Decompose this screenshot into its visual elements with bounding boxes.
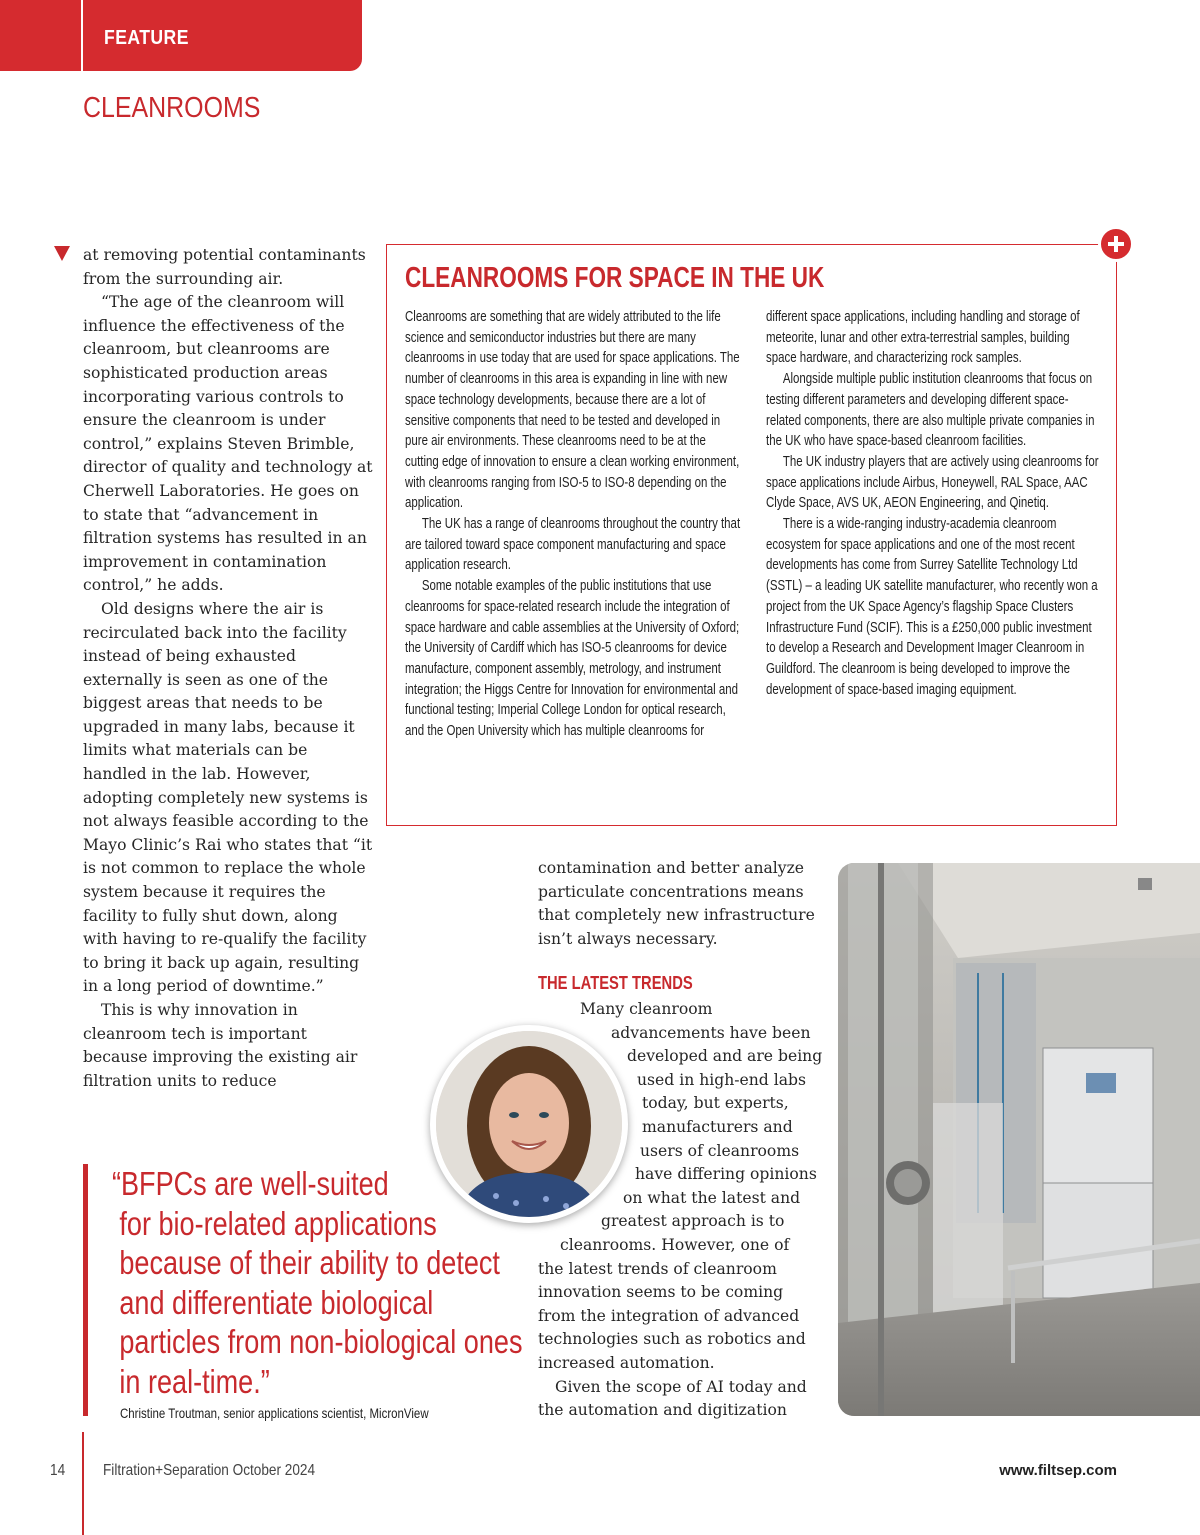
paragraph: contamination and better analyze particulate concentrations means that completely new infrastructure isn’t always necessary. [538, 859, 815, 948]
website-link[interactable]: www.filtsep.com [999, 1462, 1117, 1479]
text-line: technologies such as robotics and [538, 1330, 806, 1348]
quote-line: and differentiate biological [119, 1283, 434, 1321]
sidebar-column-left [405, 307, 742, 742]
subheading: THE LATEST TRENDS [538, 973, 693, 993]
cleanroom-illustration [838, 863, 1200, 1416]
text-line: Many cleanroom [580, 1000, 713, 1018]
feature-label: FEATURE [104, 27, 189, 49]
quote-attribution: Christine Troutman, senior applications scientist, MicronView [120, 1405, 429, 1421]
feature-tab [0, 0, 362, 71]
pull-quote [112, 1164, 523, 1402]
text-line: greatest approach is to [601, 1212, 785, 1230]
sidebar-title: CLEANROOMS FOR SPACE IN THE UK [405, 262, 825, 294]
text-line: the latest trends of cleanroom [538, 1260, 777, 1278]
text-line: innovation seems to be coming [538, 1283, 784, 1301]
article-column-1 [83, 244, 373, 1093]
text-line: cleanrooms. However, one of [560, 1236, 790, 1254]
quote-line: “BFPCs are well-suited [112, 1165, 389, 1202]
sidebar-paragraph: The UK has a range of cleanrooms throughout the country that are tailored toward space component manufacturing and space application research. [405, 515, 741, 574]
text-line: used in high-end labs [637, 1071, 807, 1089]
quote-line: for bio-related applications [119, 1204, 437, 1242]
tab-divider [81, 0, 83, 71]
text-line: the automation and digitization [538, 1401, 787, 1419]
page-number: 14 [50, 1462, 66, 1479]
text-line: developed and are being [627, 1047, 823, 1065]
sidebar-paragraph: different space applications, including handling and storage of meteorite, lunar and other extra-terrestrial samples, building space hardware, and characterizing rock samples. [766, 308, 1080, 367]
sidebar-paragraph: Cleanrooms are something that are widely attributed to the life science and semiconductor industries but there are many cleanrooms in use today that are used for space applications. The number of cleanrooms in this area is expanding in line with new space technology developments, because there are a lot of sensitive components that need to be tested and developed in pure air environments. These cleanrooms need to be at the cutting edge of innovation to ensure a clean working environment, with cleanrooms ranging from ISO-5 to ISO-8 depending on the application. [405, 308, 740, 512]
sidebar-paragraph: There is a wide-ranging industry-academia cleanroom ecosystem for space applications and one of the most recent developments has come from Surrey Satellite Technology Ltd (SSTL) – a leading UK satellite manufacturer, who recently won a project from the UK Space Agency’s flagship Space Clusters Infrastructure Fund (SCIF). This is a £250,000 public investment to develop a Research and Development Imager Cleanroom in Guildford. The cleanroom is being developed to improve the development of space-based imaging equipment. [766, 515, 1098, 698]
text-line: from the integration of advanced [538, 1307, 800, 1325]
text-line: users of cleanrooms [640, 1142, 800, 1160]
article-column-3 [538, 857, 818, 951]
text-line: increased automation. [538, 1354, 715, 1372]
sidebar-column-right [766, 307, 1103, 700]
quote-line: in real-time.” [119, 1362, 270, 1400]
text-line: advancements have been [611, 1024, 811, 1042]
paragraph: at removing potential contaminants from the surrounding air. [83, 246, 366, 288]
section-title: CLEANROOMS [83, 92, 261, 124]
plus-icon [1098, 226, 1134, 262]
text-line: manufacturers and [642, 1118, 793, 1136]
text-line: Given the scope of AI today and [555, 1378, 807, 1396]
sidebar-paragraph: Alongside multiple public institution cleanrooms that focus on testing different parameters and developing different space-related components, there are also multiple private companies in the UK who have space-based cleanroom facilities. [766, 370, 1095, 450]
continue-triangle-icon [54, 246, 70, 261]
quote-line: because of their ability to detect [119, 1244, 500, 1282]
text-line: today, but experts, [642, 1094, 789, 1112]
sidebar-paragraph: Some notable examples of the public institutions that use cleanrooms for space-related research include the integration of space hardware and cable assemblies at the University of Oxford; the University of Cardiff which has ISO-5 cleanrooms for device manufacture, component assembly, metrology, and instrument integration; the Higgs Centre for Innovation for environmental and functional testing; Imperial College London for optical research, and the Open University which has multiple cleanrooms for [405, 577, 740, 740]
quote-bar [83, 1164, 88, 1416]
paragraph: This is why innovation in cleanroom tech is important because improving the existing air filtration units to reduce [83, 1001, 358, 1090]
text-line: have differing opinions [635, 1165, 817, 1183]
quote-line: particles from non-biological ones [119, 1323, 523, 1361]
footer-divider [82, 1432, 84, 1535]
publication-info: Filtration+Separation October 2024 [103, 1462, 316, 1479]
paragraph: “The age of the cleanroom will influence the effectiveness of the cleanroom, but cleanrooms are sophisticated production areas incorporating various controls to ensure the cleanroom is under control,” explains Steven Brimble, director of quality and technology at Cherwell Laboratories. He goes on to state that “advancement in filtration systems has resulted in an improvement in contamination control,” he adds. [83, 293, 373, 595]
paragraph: Old designs where the air is recirculated back into the facility instead of being exhausted externally is seen as one of the biggest areas that needs to be upgraded in many labs, because it limits what materials can be handled in the lab. However, adopting completely new systems is not always feasible according to the Mayo Clinic’s Rai who states that “it is not common to replace the whole system because it requires the facility to fully shut down, along with having to re-qualify the facility to bring it back up again, resulting in a long period of downtime.” [83, 599, 373, 996]
cleanroom-photo [838, 863, 1200, 1416]
sidebar-paragraph: The UK industry players that are actively using cleanrooms for space applications include Airbus, Honeywell, RAL Space, AAC Clyde Space, AVS UK, AEON Engineering, and Qinetiq. [766, 452, 1099, 512]
text-line: on what the latest and [623, 1189, 801, 1207]
